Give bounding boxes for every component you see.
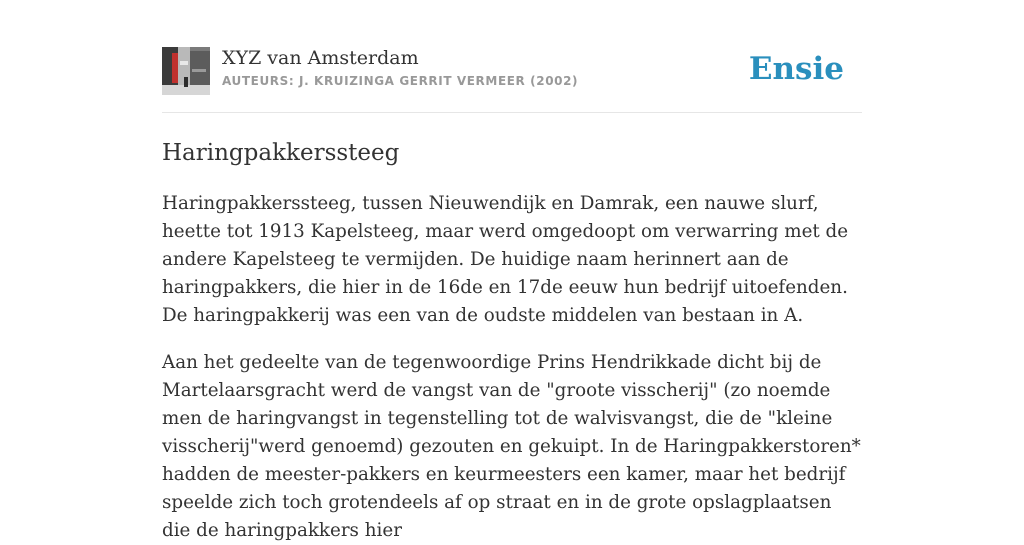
entry-paragraph-2: Aan het gedeelte van de tegenwoordige Prins Hendrikkade dicht bij de Martelaarsgracht werd de vangst van de "groote visscherij" (zo noemde men de haringvangst in tegenstelling tot de walvisvangst, die de "kleine visscherij"werd genoemd) gezouten en gekuipt. In de Haringpakkerstoren* hadden de meester-pakkers en keurmeesters een kamer, maar het bedrijf speelde zich toch grotendeels af op straat en in de grote opslagplaatsen die de haringpakkers hier <box>162 352 861 541</box>
book-header <box>162 46 862 113</box>
book-title[interactable]: XYZ van Amsterdam <box>222 47 419 69</box>
book-authors: AUTEURS: J. KRUIZINGA GERRIT VERMEER (2002) <box>222 74 579 88</box>
entry-paragraph-1: Haringpakkerssteeg, tussen Nieuwendijk en Damrak, een nauwe slurf, heette tot 1913 Kapelsteeg, maar werd omgedoopt om verwarring met de andere Kapelsteeg te vermijden. De huidige naam herinnert aan de haringpakkers, die hier in de 16de en 17de eeuw hun bedrijf uitoefenden. De haringpakkerij was een van de oudste middelen van bestaan in A. <box>162 193 849 326</box>
book-cover-avatar[interactable] <box>162 47 210 95</box>
book-cover-image <box>162 47 210 95</box>
entry-title: Haringpakkerssteeg <box>162 140 400 166</box>
page <box>162 0 862 545</box>
ensie-logo-link[interactable]: Ensie <box>748 51 844 87</box>
entry-body <box>162 190 862 545</box>
book-meta <box>222 46 749 90</box>
